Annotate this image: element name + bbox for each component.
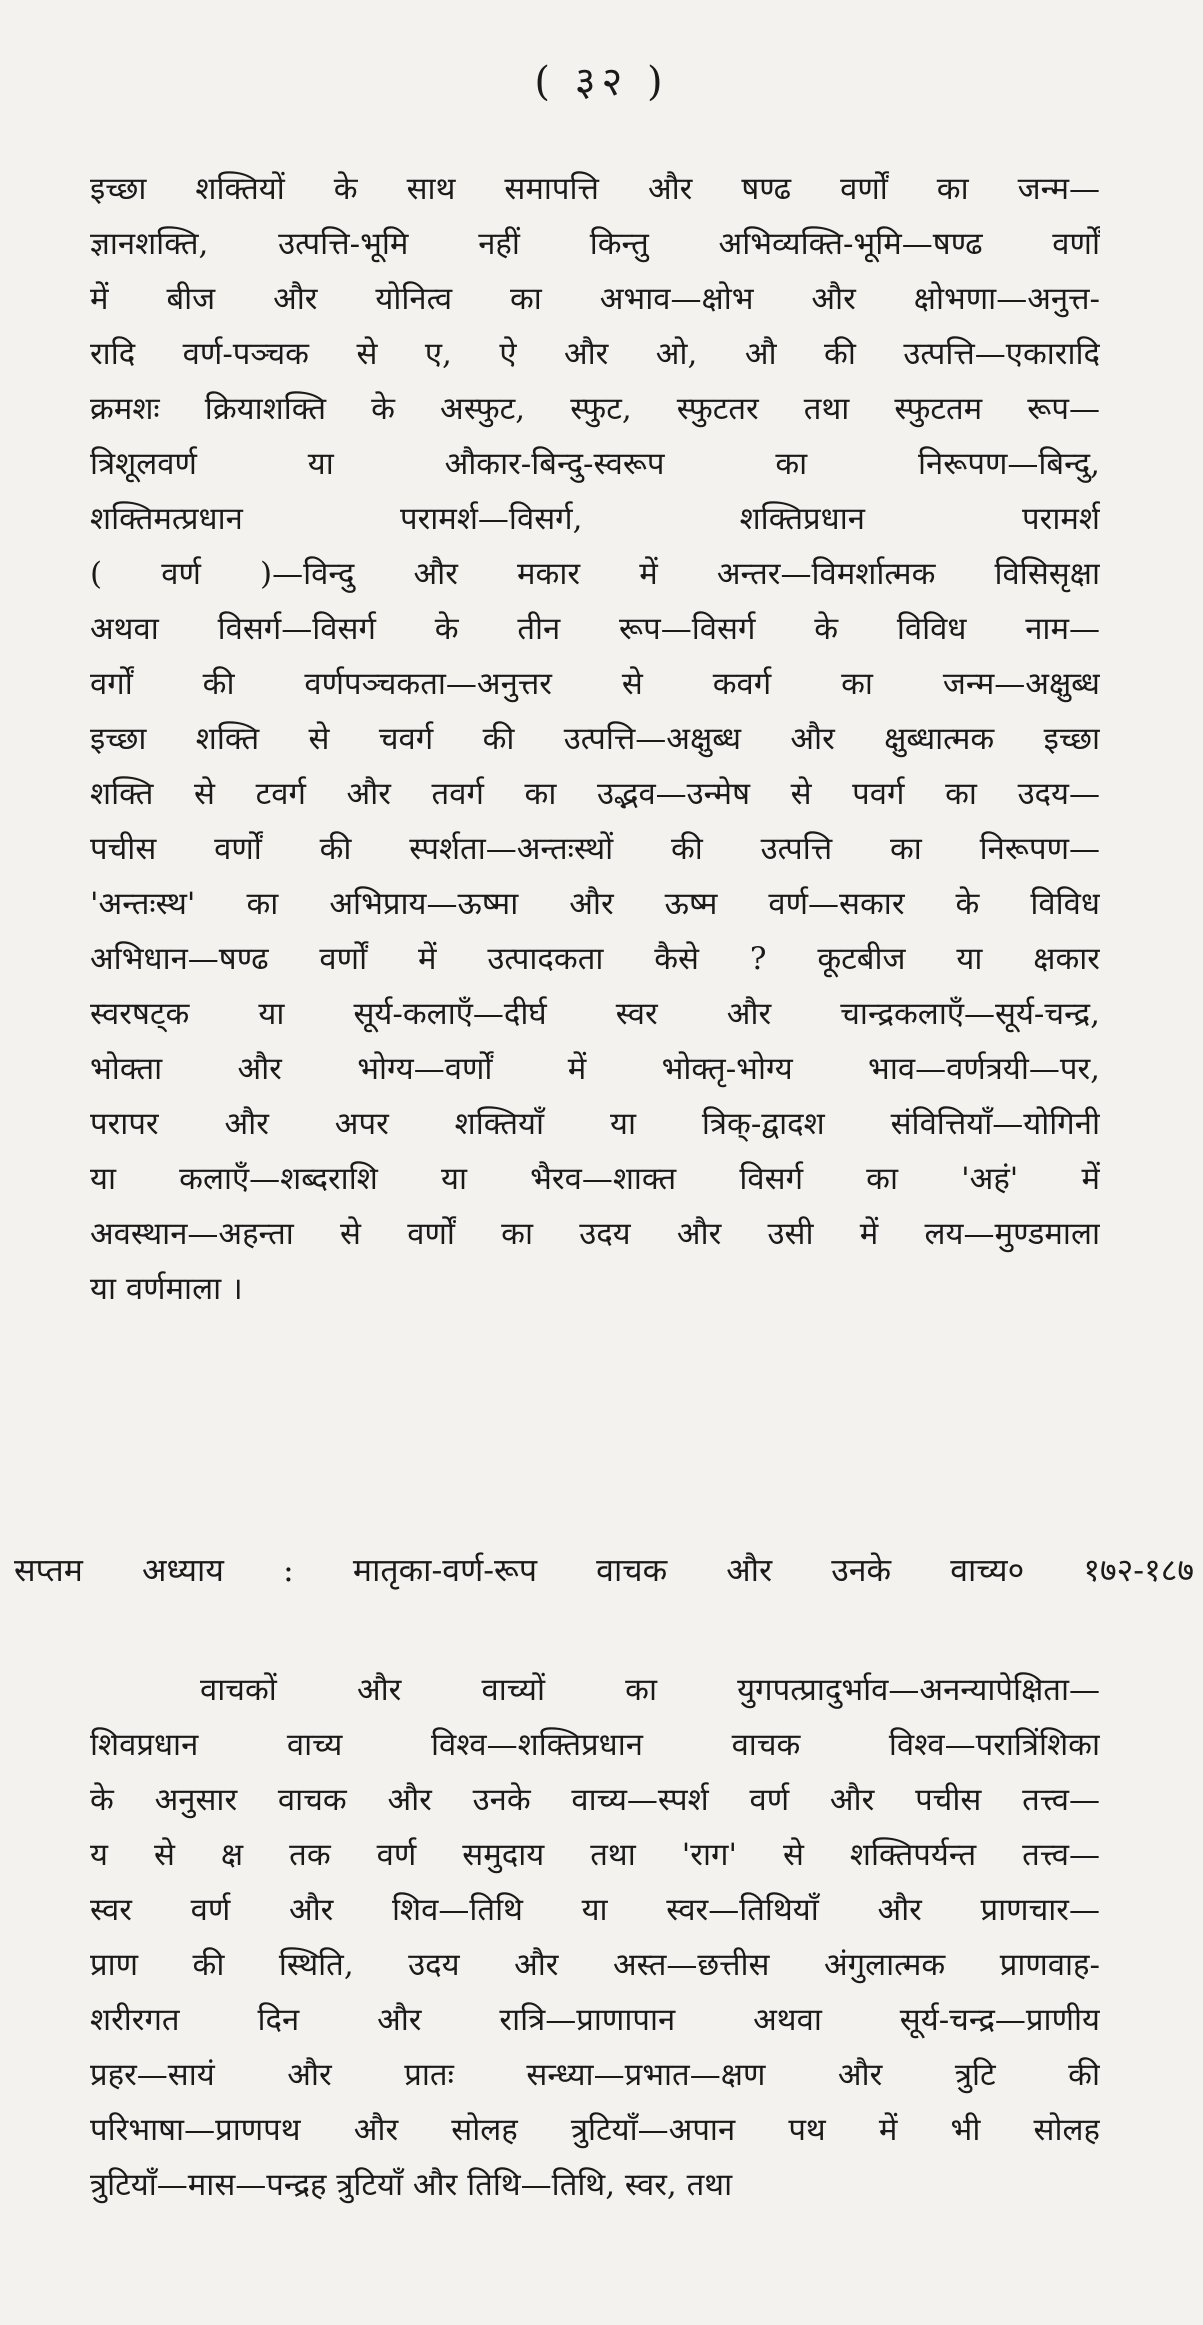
text-line: प्राण की स्थिति, उदय और अस्त—छत्तीस अंगुलात्मक प्राणवाह- [90, 1947, 1100, 1983]
section-summary-2 [90, 1663, 1100, 2213]
text-line: इच्छा शक्ति से चवर्ग की उत्पत्ति—अक्षुब्ध और क्षुब्धात्मक इच्छा [90, 721, 1100, 757]
text-line: शक्ति से टवर्ग और तवर्ग का उद्भव—उन्मेष से पवर्ग का उदय— [90, 776, 1100, 812]
text-line: के अनुसार वाचक और उनके वाच्य—स्पर्श वर्ण और पचीस तत्त्व— [90, 1782, 1100, 1818]
page-number: ( ३२ ) [534, 59, 669, 105]
text-line: प्रहर—सायं और प्रातः सन्ध्या—प्रभात—क्षण और त्रुटि की [90, 2057, 1100, 2093]
text-line: इच्छा शक्तियों के साथ समापत्ति और षण्ढ वर्णों का जन्म— [90, 171, 1100, 207]
text-line: ( वर्ण )—विन्दु और मकार में अन्तर—विमर्शात्मक विसिसृक्षा [90, 556, 1100, 592]
chapter-heading: सप्तम अध्याय : मातृका-वर्ण-रूप वाचक और उनके वाच्य० १७२-१८७ [14, 1551, 1194, 1589]
text-line: अवस्थान—अहन्ता से वर्णों का उदय और उसी में लय—मुण्डमाला [90, 1216, 1100, 1252]
text-line: वर्गों की वर्णपञ्चकता—अनुत्तर से कवर्ग का जन्म—अक्षुब्ध [90, 666, 1100, 702]
text-line: स्वरषट्क या सूर्य-कलाएँ—दीर्घ स्वर और चान्द्रकलाएँ—सूर्य-चन्द्र, [90, 996, 1100, 1032]
text-line: स्वर वर्ण और शिव—तिथि या स्वर—तिथियाँ और प्राणचार— [90, 1892, 1100, 1928]
text-line: में बीज और योनित्व का अभाव—क्षोभ और क्षोभणा—अनुत्त- [90, 281, 1100, 317]
text-line: त्रिशूलवर्ण या औकार-बिन्दु-स्वरूप का निरूपण—बिन्दु, [90, 446, 1100, 482]
text-line: क्रमशः क्रियाशक्ति के अस्फुट, स्फुट, स्फुटतर तथा स्फुटतम रूप— [90, 391, 1100, 427]
text-line: शरीरगत दिन और रात्रि—प्राणापान अथवा सूर्य-चन्द्र—प्राणीय [90, 2002, 1100, 2038]
text-line: शक्तिमत्प्रधान परामर्श—विसर्ग, शक्तिप्रधान परामर्श [90, 501, 1100, 537]
text-line: वाचकों और वाच्यों का युगपत्प्रादुर्भाव—अनन्यापेक्षिता— [200, 1672, 1100, 1708]
text-line: परापर और अपर शक्तियाँ या त्रिक्-द्वादश संवित्तियाँ—योगिनी [90, 1106, 1100, 1142]
text-line: 'अन्तःस्थ' का अभिप्राय—ऊष्मा और ऊष्म वर्ण—सकार के विविध [90, 886, 1100, 922]
text-line: अभिधान—षण्ढ वर्णों में उत्पादकता कैसे ? कूटबीज या क्षकार [90, 941, 1100, 977]
text-line: पचीस वर्णों की स्पर्शता—अन्तःस्थों की उत्पत्ति का निरूपण— [90, 831, 1100, 867]
text-line: रादि वर्ण-पञ्चक से ए, ऐ और ओ, औ की उत्पत्ति—एकारादि [90, 336, 1100, 372]
text-line: ज्ञानशक्ति, उत्पत्ति-भूमि नहीं किन्तु अभिव्यक्ति-भूमि—षण्ढ वर्णों [90, 226, 1100, 262]
text-line: या वर्णमाला । [90, 1271, 243, 1307]
text-line: परिभाषा—प्राणपथ और सोलह त्रुटियाँ—अपान पथ में भी सोलह [90, 2112, 1100, 2148]
text-line: य से क्ष तक वर्ण समुदाय तथा 'राग' से शक्तिपर्यन्त तत्त्व— [90, 1837, 1100, 1873]
text-line: या कलाएँ—शब्दराशि या भैरव—शाक्त विसर्ग का 'अहं' में [90, 1161, 1100, 1197]
text-line: भोक्ता और भोग्य—वर्णों में भोक्तृ-भोग्य भाव—वर्णत्रयी—पर, [90, 1051, 1100, 1087]
text-line: त्रुटियाँ—मास—पन्द्रह त्रुटियाँ और तिथि—तिथि, स्वर, तथा [90, 2167, 733, 2203]
text-line: अथवा विसर्ग—विसर्ग के तीन रूप—विसर्ग के विविध नाम— [90, 611, 1100, 647]
section-summary-1 [90, 162, 1100, 1317]
text-line: शिवप्रधान वाच्य विश्व—शक्तिप्रधान वाचक विश्व—परात्रिंशिका [90, 1727, 1100, 1763]
